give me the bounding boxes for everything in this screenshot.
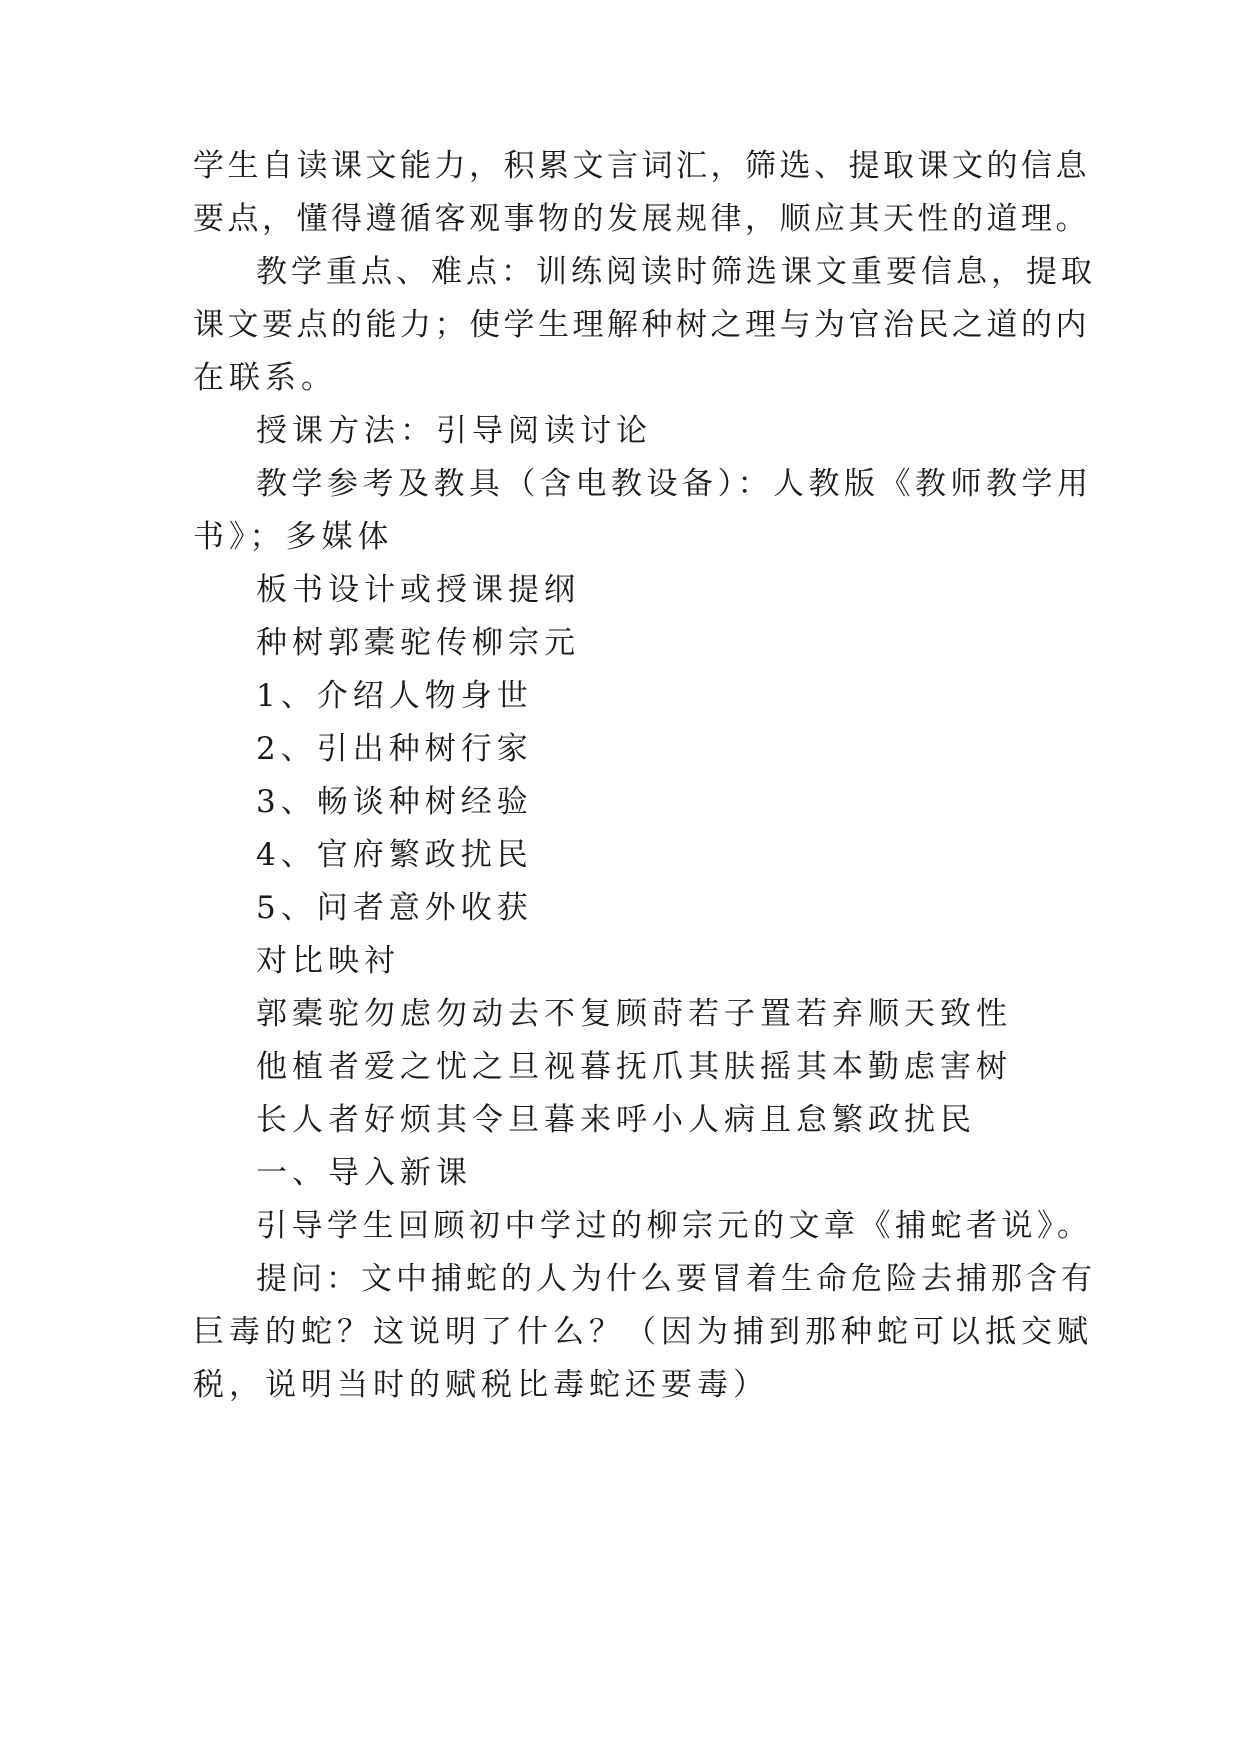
paragraph-line: 授课方法：引导阅读讨论 <box>256 413 652 449</box>
outline-heading: 对比映衬 <box>256 943 400 979</box>
paragraph-line: 引导学生回顾初中学过的柳宗元的文章《捕蛇者说》。 <box>256 1208 1093 1244</box>
outline-item: 3、畅谈种树经验 <box>256 784 533 820</box>
paragraph-line: 巨毒的蛇？这说明了什么？（因为捕到那种蛇可以抵交赋 <box>193 1314 1093 1350</box>
paragraph-line: 课文要点的能力；使学生理解种树之理与为官治民之道的内 <box>193 307 1090 343</box>
outline-item: 2、引出种树行家 <box>256 731 533 767</box>
paragraph-line: 在联系。 <box>193 360 337 396</box>
paragraph-line: 书》；多媒体 <box>193 519 394 555</box>
outline-item: 1、介绍人物身世 <box>256 678 533 714</box>
paragraph-line: 教学重点、难点：训练阅读时筛选课文重要信息，提取 <box>256 254 1096 290</box>
paragraph-line: 税，说明当时的赋税比毒蛇还要毒） <box>193 1367 769 1403</box>
paragraph-line: 学生自读课文能力，积累文言词汇，筛选、提取课文的信息 <box>193 148 1090 184</box>
paragraph-line: 提问：文中捕蛇的人为什么要冒着生命危险去捕那含有 <box>256 1261 1096 1297</box>
contrast-line: 他植者爱之忧之旦视暮抚爪其肤摇其本勤虑害树 <box>256 1049 1012 1085</box>
outline-item: 4、官府繁政扰民 <box>256 837 533 873</box>
outline-heading: 板书设计或授课提纲 <box>256 572 580 608</box>
outline-title: 种树郭橐驼传柳宗元 <box>256 625 580 661</box>
contrast-line: 长人者好烦其令旦暮来呼小人病且怠繁政扰民 <box>256 1102 976 1138</box>
section-heading: 一、导入新课 <box>256 1155 472 1191</box>
paragraph-line: 教学参考及教具（含电教设备）：人教版《教师教学用 <box>256 466 1093 502</box>
outline-item: 5、问者意外收获 <box>256 890 533 926</box>
contrast-line: 郭橐驼勿虑勿动去不复顾莳若子置若弃顺天致性 <box>256 996 1012 1032</box>
paragraph-line: 要点，懂得遵循客观事物的发展规律，顺应其天性的道理。 <box>193 201 1090 237</box>
